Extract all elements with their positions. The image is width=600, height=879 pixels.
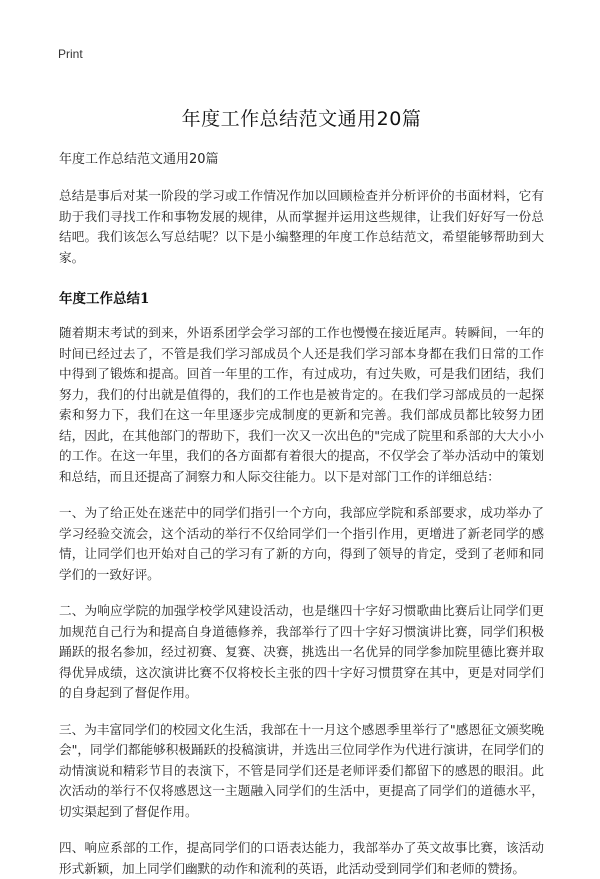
document-title: 年度工作总结范文通用20篇 [181, 108, 422, 130]
body-paragraph-5: 四、响应系部的工作，提高同学们的口语表达能力，我部举办了英文故事比赛，该活动形式新颖，加上同学们幽默的动作和流利的英语，此活动受到同学们和老师的赞扬。 [59, 840, 544, 876]
body-paragraph-3: 二、为响应学院的加强学校学风建设活动，也是继四十字好习惯歌曲比赛后让同学们更加规范自己行为和提高自身道德修养，我部举行了四十字好习惯演讲比赛，同学们积极踊跃的报名参加，经过初赛、复赛、决赛，挑选出一名优异的同学参加院里德比赛并取得优异成绩，这次演讲比赛不仅将校长主张的四十字好习惯贯穿在其中，更是对同学们的自身起到了督促作用。 [59, 603, 544, 700]
body-paragraph-1: 随着期末考试的到来，外语系团学会学习部的工作也慢慢在接近尾声。转瞬间，一年的时间已经过去了，不管是我们学习部成员个人还是我们学习部本身都在我们日常的工作中得到了锻炼和提高。回首一年里的工作，有过成功，有过失败，可是我们团结，我们努力，我们的付出就是值得的，我们的工作也是被肯定的。在我们学习部成员的一起探索和努力下，我们在这一年里逐步完成制度的更新和完善。我们部成员都比较努力团结，因此，在其他部门的帮助下，我们一次又一次出色的"完成了院里和系部的大大小小的工作。在这一年里，我们的各方面都有着很大的提高，不仅学会了举办活动中的策划和总结，而且还提高了洞察力和人际交往能力。以下是对部门工作的详细总结： [59, 325, 544, 484]
body-paragraph-2: 一、为了给正处在迷茫中的同学们指引一个方向，我部应学院和系部要求，成功举办了学习经验交流会，这个活动的举行不仅给同学们一个指引作用，更增进了新老同学的感情，让同学们也开始对自己的学习有了新的方向，得到了领导的肯定，受到了老师和同学们的一致好评。 [59, 505, 544, 582]
section-heading: 年度工作总结1 [59, 291, 150, 307]
intro-paragraph: 总结是事后对某一阶段的学习或工作情况作加以回顾检查并分析评价的书面材料，它有助于我们寻找工作和事物发展的规律，从而掌握并运用这些规律，让我们好好写一份总结吧。我们该怎么写总结呢？以下是小编整理的年度工作总结范文，希望能够帮助到大家。 [59, 188, 544, 265]
body-paragraph-4: 三、为丰富同学们的校园文化生活，我部在十一月这个感恩季里举行了"感恩征文颁奖晚会"，同学们都能够积极踊跃的投稿演讲，并选出三位同学作为代进行演讲，在同学们的动情演说和精彩节目的表演下，不管是同学们还是老师评委们都留下的感恩的眼泪。此次活动的举行不仅将感恩这一主题融入同学们的生活中，更提高了同学们的道德水平，切实渠起到了督促作用。 [59, 721, 544, 819]
print-link[interactable]: Print [58, 47, 83, 61]
document-subtitle: 年度工作总结范文通用20篇 [59, 152, 219, 167]
